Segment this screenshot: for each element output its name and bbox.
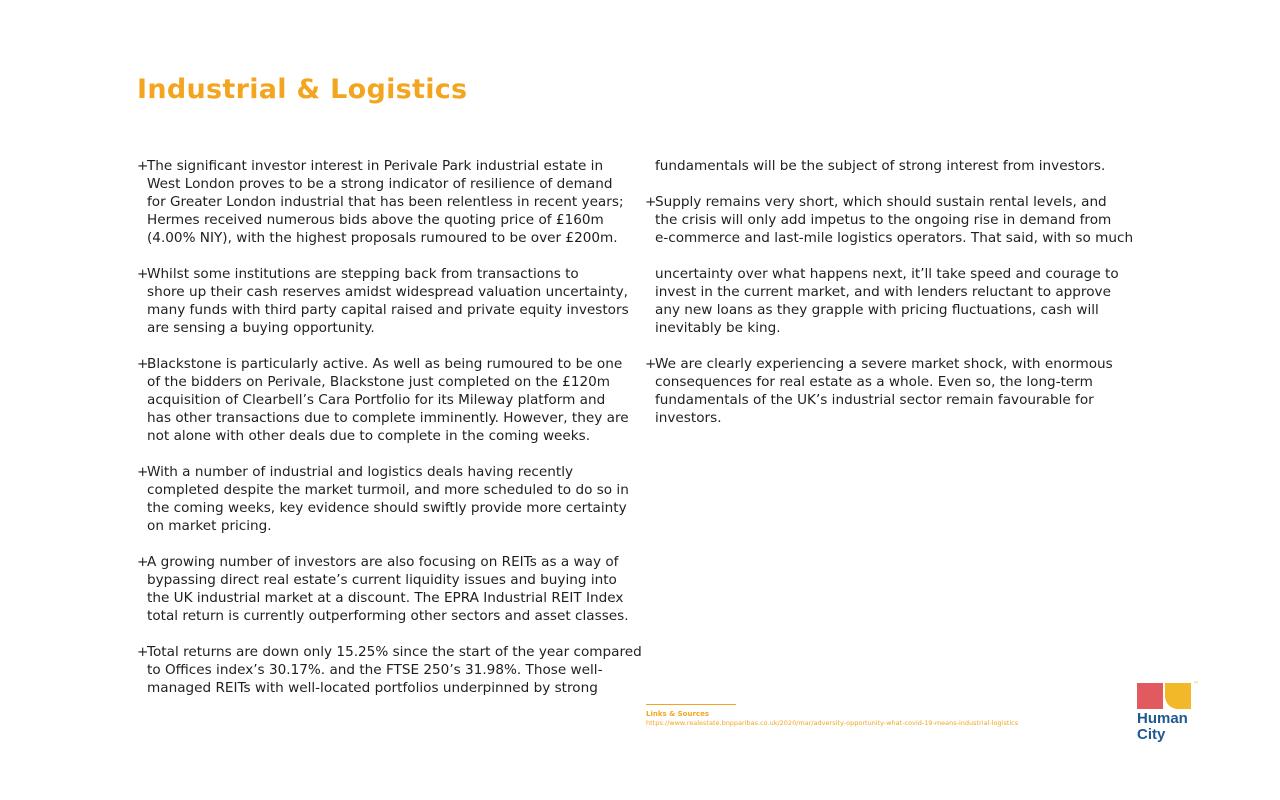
bullet-plus-marker: + <box>137 464 149 480</box>
paragraph-line: are sensing a buying opportunity. <box>147 320 375 336</box>
paragraph-line: the UK industrial market at a discount. The EPRA Industrial REIT Index <box>147 590 624 606</box>
bullet-paragraph <box>137 265 642 337</box>
paragraph-line: We are clearly experiencing a severe market shock, with enormous <box>655 356 1113 372</box>
paragraph-line: has other transactions due to complete imminently. However, they are <box>147 410 629 426</box>
paragraph-line: Hermes received numerous bids above the quoting price of £160m <box>147 212 604 228</box>
logo-yellow-shape <box>1165 683 1191 709</box>
paragraph-line: not alone with other deals due to complete in the coming weeks. <box>147 428 591 444</box>
bullet-paragraph <box>645 265 1145 337</box>
left-text-column <box>137 157 642 715</box>
logo-wordmark <box>1137 711 1188 743</box>
bullet-plus-marker: + <box>137 266 149 282</box>
paragraph-line: many funds with third party capital raised and private equity investors <box>147 302 629 318</box>
logo-word-city: City <box>1137 726 1166 743</box>
paragraph-line: shore up their cash reserves amidst widespread valuation uncertainty, <box>147 284 628 300</box>
bullet-paragraph <box>645 157 1145 175</box>
paragraph-line: Supply remains very short, which should sustain rental levels, and <box>655 194 1107 210</box>
paragraph-line: invest in the current market, and with lenders reluctant to approve <box>655 284 1111 300</box>
paragraph-line: uncertainty over what happens next, it’ll take speed and courage to <box>655 266 1119 282</box>
bullet-plus-marker: + <box>645 356 657 372</box>
bullet-paragraph <box>645 193 1145 247</box>
logo-trademark: ™ <box>1193 681 1199 688</box>
paragraph-line: consequences for real estate as a whole. Even so, the long-term <box>655 374 1093 390</box>
paragraph-line: for Greater London industrial that has been relentless in recent years; <box>147 194 624 210</box>
paragraph-line: the crisis will only add impetus to the ongoing rise in demand from <box>655 212 1112 228</box>
paragraph-line: acquisition of Clearbell’s Cara Portfolio for its Mileway platform and <box>147 392 606 408</box>
paragraph-line: Blackstone is particularly active. As well as being rumoured to be one <box>147 356 623 372</box>
paragraph-line: West London proves to be a strong indicator of resilience of demand <box>147 176 613 192</box>
paragraph-line: With a number of industrial and logistics deals having recently <box>147 464 574 480</box>
source-link[interactable]: https://www.realestate.bnpparibas.co.uk/2020/mar/adversity-opportunity-what-covid-19-means-industrial-logistics <box>646 719 1019 727</box>
paragraph-line: (4.00% NIY), with the highest proposals rumoured to be over £200m. <box>147 230 618 246</box>
sources-label: Links & Sources <box>646 710 709 718</box>
bullet-paragraph <box>137 643 642 697</box>
paragraph-line: the coming weeks, key evidence should swiftly provide more certainty <box>147 500 627 516</box>
page-title: Industrial & Logistics <box>137 74 468 105</box>
bullet-paragraph <box>137 463 642 535</box>
paragraph-line: Whilst some institutions are stepping back from transactions to <box>147 266 579 282</box>
bullet-paragraph <box>645 355 1145 427</box>
logo-word-human: Human <box>1137 710 1188 727</box>
paragraph-line: managed REITs with well-located portfolios underpinned by strong <box>147 680 598 696</box>
paragraph-line: to Offices index’s 30.17%. and the FTSE 250’s 31.98%. Those well- <box>147 662 603 678</box>
human-city-logo <box>1137 683 1207 745</box>
paragraph-line: any new loans as they grapple with pricing fluctuations, cash will <box>655 302 1099 318</box>
bullet-plus-marker: + <box>645 194 657 210</box>
paragraph-line: inevitably be king. <box>655 320 781 336</box>
paragraph-line: completed despite the market turmoil, and more scheduled to do so in <box>147 482 629 498</box>
bullet-paragraph <box>137 553 642 625</box>
paragraph-line: fundamentals will be the subject of strong interest from investors. <box>655 158 1106 174</box>
paragraph-line: on market pricing. <box>147 518 272 534</box>
bullet-plus-marker: + <box>137 644 149 660</box>
paragraph-line: of the bidders on Perivale, Blackstone just completed on the £120m <box>147 374 611 390</box>
paragraph-line: total return is currently outperforming other sectors and asset classes. <box>147 608 629 624</box>
bullet-paragraph <box>137 355 642 445</box>
paragraph-line: fundamentals of the UK’s industrial sector remain favourable for <box>655 392 1094 408</box>
paragraph-line: e-commerce and last-mile logistics operators. That said, with so much <box>655 230 1134 246</box>
paragraph-line: A growing number of investors are also focusing on REITs as a way of <box>147 554 619 570</box>
right-text-column <box>645 157 1145 445</box>
links-and-sources <box>646 704 1019 727</box>
logo-red-square <box>1137 683 1163 709</box>
paragraph-line: investors. <box>655 410 722 426</box>
bullet-plus-marker: + <box>137 158 149 174</box>
paragraph-line: bypassing direct real estate’s current liquidity issues and buying into <box>147 572 617 588</box>
bullet-plus-marker: + <box>137 554 149 570</box>
paragraph-line: The significant investor interest in Perivale Park industrial estate in <box>147 158 604 174</box>
bullet-paragraph <box>137 157 642 247</box>
paragraph-line: Total returns are down only 15.25% since the start of the year compared <box>147 644 642 660</box>
bullet-plus-marker: + <box>137 356 149 372</box>
